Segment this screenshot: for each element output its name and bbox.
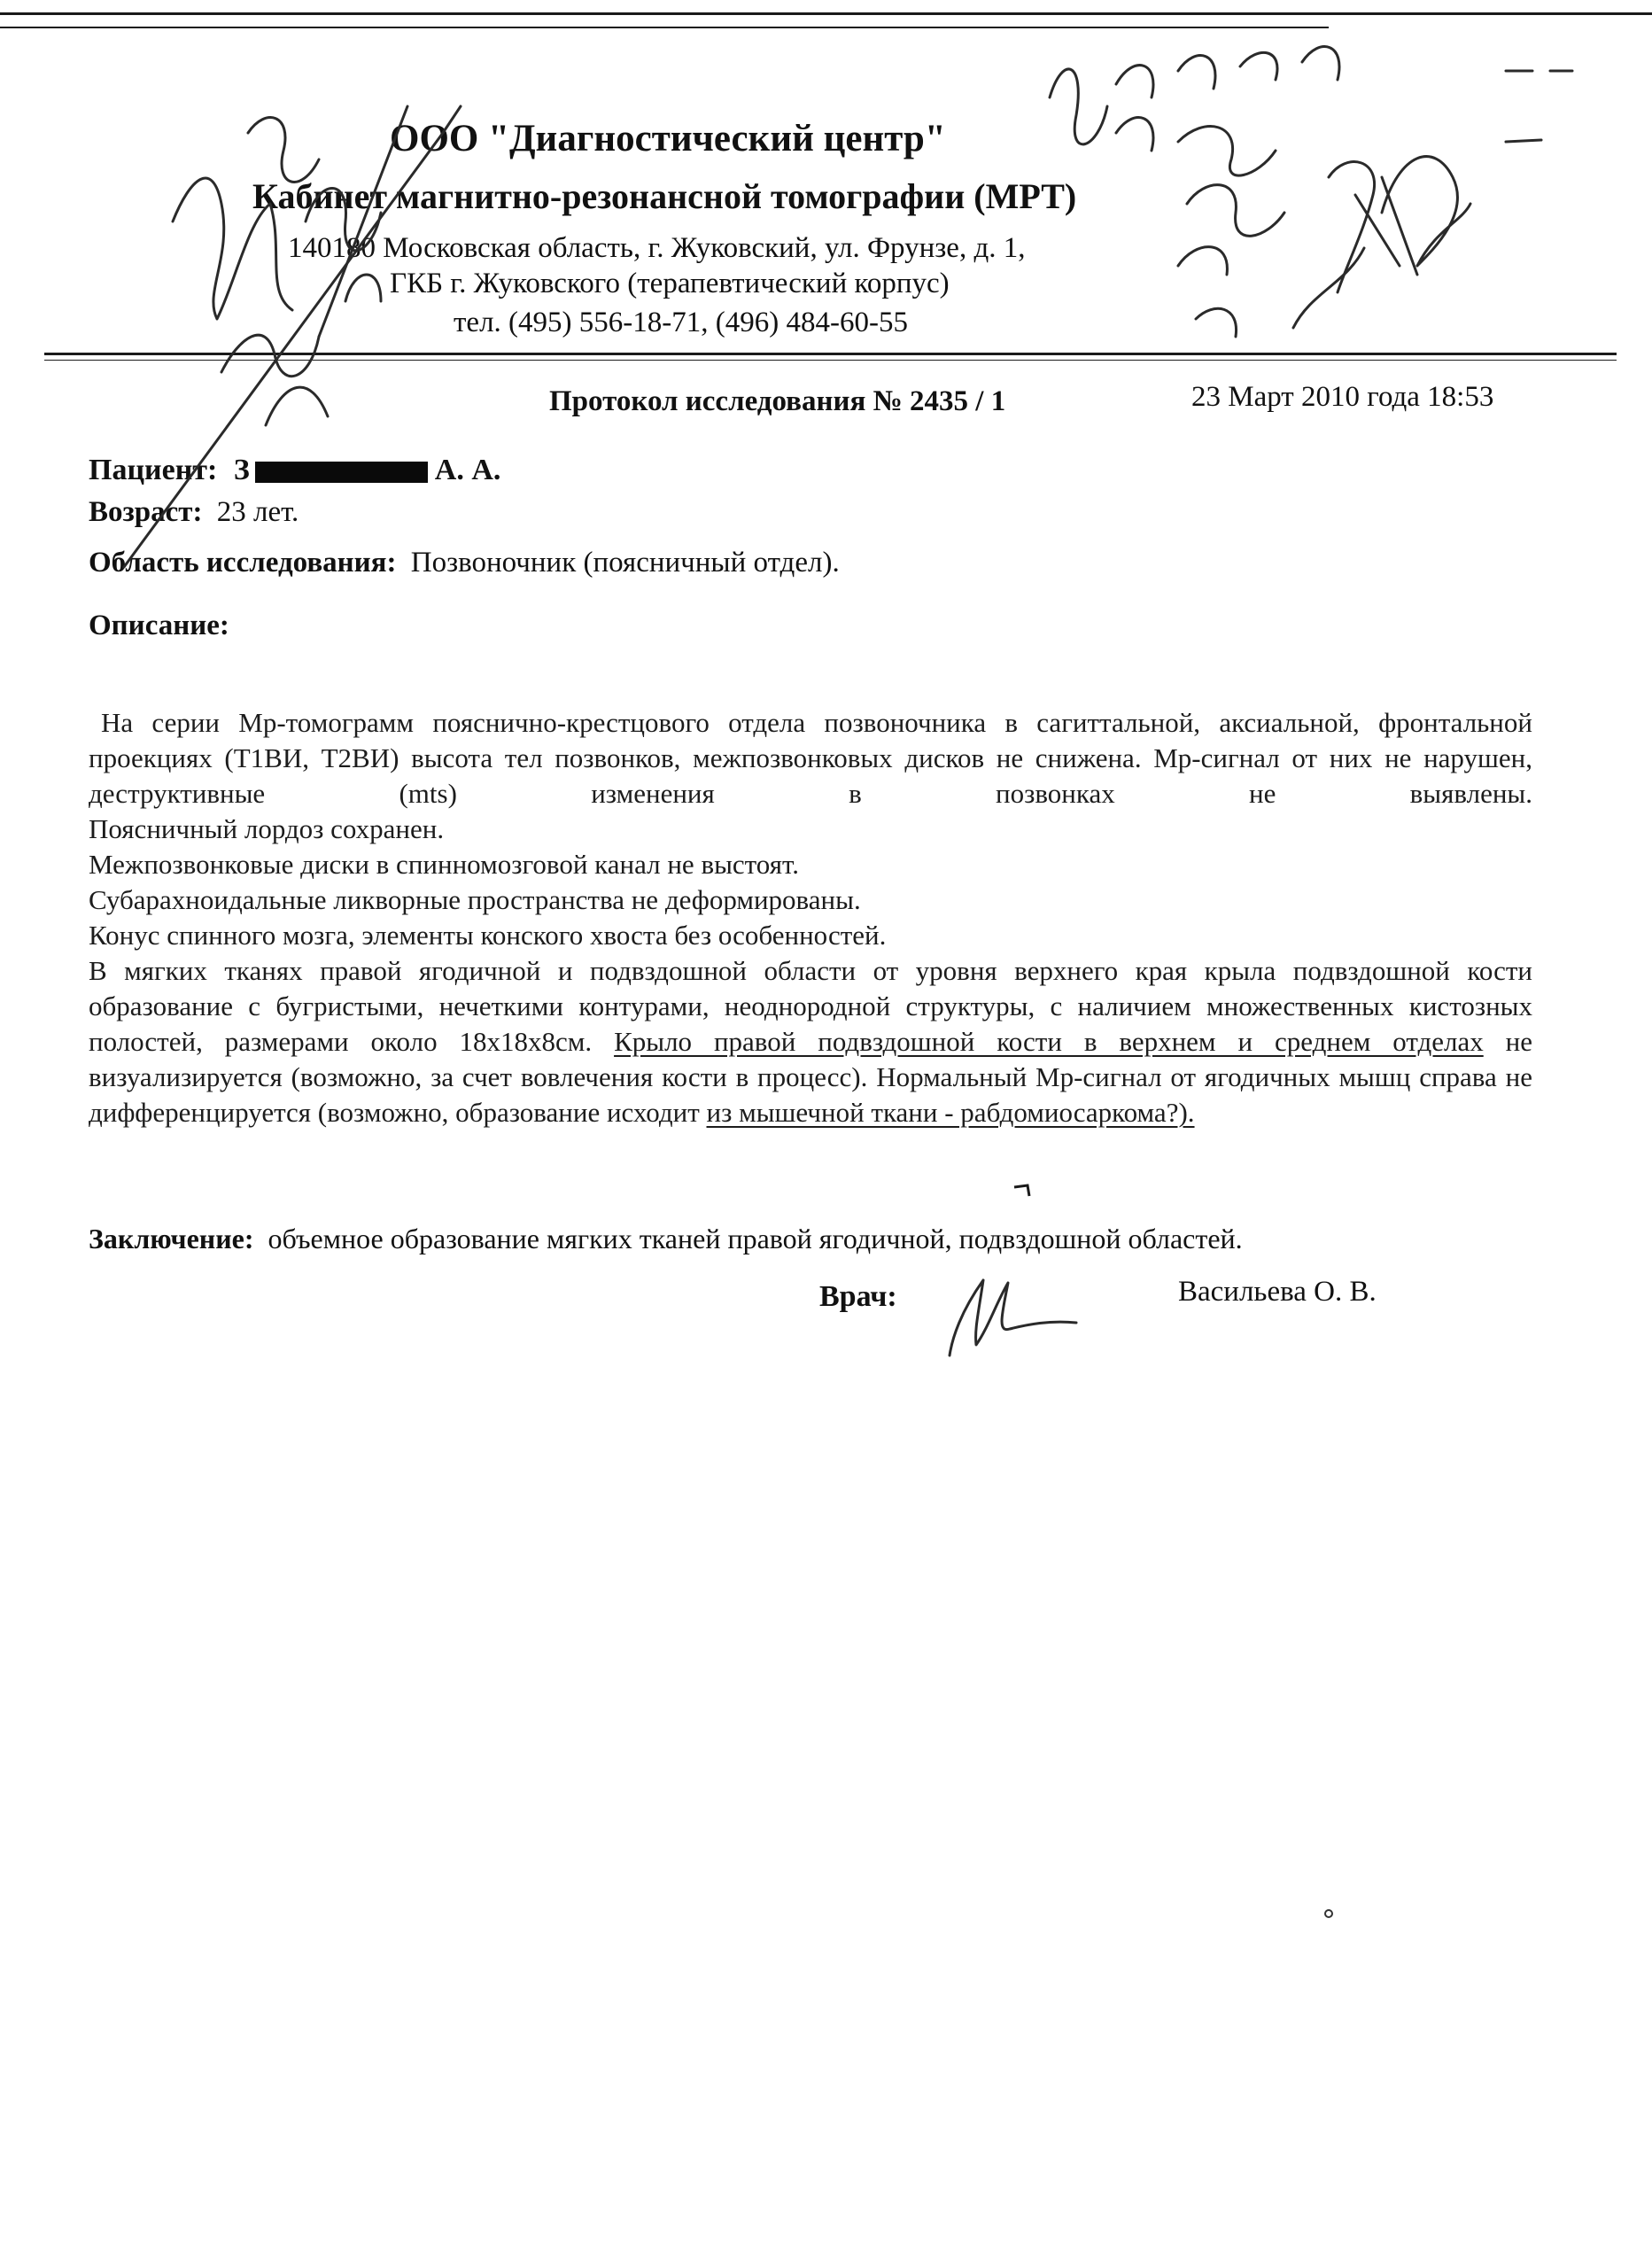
doctor-label: Врач:	[819, 1280, 897, 1313]
org-phone: тел. (495) 556-18-71, (496) 484-60-55	[454, 307, 908, 338]
age-label: Возраст:	[89, 496, 203, 528]
org-name: ООО "Диагностический центр"	[390, 118, 946, 159]
patient-initials: А. А.	[434, 454, 501, 486]
conclusion-label: Заключение:	[89, 1223, 254, 1254]
handwritten-dashes	[1506, 71, 1572, 142]
protocol-datetime: 23 Март 2010 года 18:53	[1191, 381, 1494, 413]
handwritten-strike-line	[124, 106, 461, 567]
description-paragraph-3: Межпозвонковые диски в спинномозговой канал не выстоят.	[89, 849, 799, 880]
study-area-value: Позвоночник (поясничный отдел).	[410, 547, 840, 579]
patient-label: Пациент:	[89, 454, 218, 486]
description-paragraph-4: Субарахноидальные ликворные пространства не деформированы.	[89, 884, 861, 915]
org-hospital: ГКБ г. Жуковского (терапевтический корпус)	[390, 268, 950, 299]
doctor-signature	[950, 1280, 1076, 1355]
patient-initial: З	[233, 454, 250, 486]
description-label: Описание:	[89, 610, 229, 641]
description-paragraph-5: Конус спинного мозга, элементы конского хвоста без особенностей.	[89, 920, 887, 951]
doctor-name: Васильева О. В.	[1178, 1276, 1377, 1308]
underline-end-mark	[1014, 1185, 1029, 1196]
handwritten-note-top-right	[1050, 47, 1470, 337]
finding-text-b: не визуализируется (возможно, за счет вовлечения кости в процесс). Нормальный Мр-сигнал от ягодичных мышц справа не дифференцируется (возможно, образование исходит	[89, 1026, 1532, 1128]
handwritten-date-scribble	[306, 106, 407, 337]
description-paragraph-2: Поясничный лордоз сохранен.	[89, 813, 445, 844]
finding-underlined-1: Крыло правой подвздошной кости в верхнем и среднем отделах	[614, 1026, 1484, 1057]
handwritten-resolution-scribble	[173, 118, 328, 425]
finding-text-a: В мягких тканях правой ягодичной и подвздошной области от уровня верхнего края крыла подвздошной кости образование с бугристыми, нечеткими контурами, неоднородной структуры, с наличием множественных кистозных полостей, размерами около 18х18х8см.	[89, 955, 1532, 1057]
conclusion-text: объемное образование мягких тканей правой ягодичной, подвздошной областей.	[268, 1223, 1243, 1254]
protocol-title: Протокол исследования № 2435 / 1	[549, 385, 1006, 417]
org-address: 140180 Московская область, г. Жуковский, ул. Фрунзе, д. 1,	[288, 232, 1026, 264]
finding-underlined-2: из мышечной ткани - рабдомиосаркома?).	[706, 1097, 1195, 1128]
age-value: 23 лет.	[216, 496, 299, 528]
description-paragraph-1: На серии Мр-томограмм пояснично-крестцового отдела позвоночника в сагиттальной, аксиальной, фронтальной проекциях (Т1ВИ, Т2ВИ) высота тел позвонков, межпозвонковых дисков не снижена. Мр-сигнал от них не нарушен, деструктивные (mts) изменения в позвонках не выявлены.	[89, 707, 1532, 809]
speck-dot	[1325, 1910, 1332, 1917]
department-name: Кабинет магнитно-резонансной томографии (МРТ)	[252, 176, 1077, 216]
study-area-label: Область исследования:	[89, 547, 397, 579]
handwritten-stamp-mark	[1329, 162, 1417, 292]
